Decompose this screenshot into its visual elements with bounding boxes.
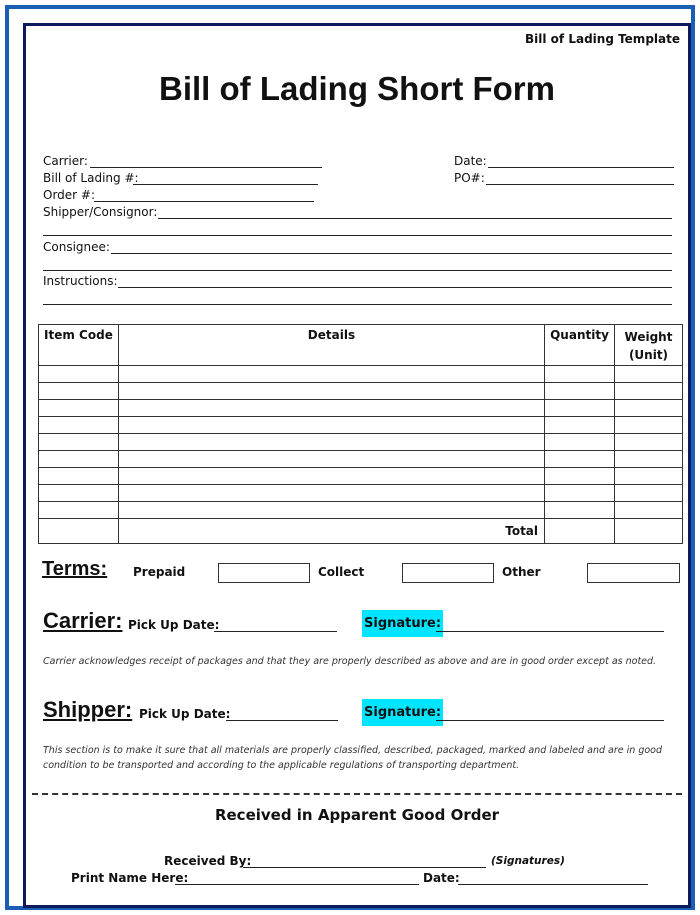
shipper-note-line2: condition to be transported and according to the applicable regulations of transporting department.	[43, 760, 520, 771]
shipper-signature-field[interactable]	[436, 720, 664, 721]
table-cell[interactable]	[118, 468, 544, 485]
table-cell[interactable]	[615, 468, 683, 485]
shipper-signature-label: Signature:	[362, 699, 443, 726]
received-by-field[interactable]	[243, 867, 486, 868]
template-label: Bill of Lading Template	[525, 32, 680, 46]
table-cell[interactable]	[545, 434, 615, 451]
table-cell[interactable]	[39, 485, 119, 502]
carrier-pickup-field[interactable]	[214, 631, 337, 632]
total-row	[39, 519, 683, 544]
table-cell[interactable]	[39, 383, 119, 400]
carrier-note: Carrier acknowledges receipt of packages and that they are properly described as above and are in good order except as noted.	[43, 656, 657, 667]
table-cell[interactable]	[39, 502, 119, 519]
table-cell[interactable]	[118, 400, 544, 417]
table-cell[interactable]	[39, 451, 119, 468]
table-cell[interactable]	[118, 366, 544, 383]
terms-collect-label: Collect	[318, 565, 365, 579]
table-cell[interactable]	[39, 400, 119, 417]
table-cell[interactable]	[615, 434, 683, 451]
table-cell[interactable]	[545, 468, 615, 485]
carrier-signature-label: Signature:	[362, 610, 443, 637]
form-title: Bill of Lading Short Form	[159, 70, 555, 107]
table-cell[interactable]	[615, 400, 683, 417]
shipper-note-line1: This section is to make it sure that all materials are properly classified, described, packaged, marked and labeled and are in good	[43, 745, 662, 756]
order-label: Order #:	[43, 188, 96, 202]
item-code-header: Item Code	[39, 325, 119, 366]
instructions-field-line2[interactable]	[43, 304, 672, 305]
total-weight-cell[interactable]	[615, 519, 683, 544]
table-row	[39, 366, 683, 383]
signatures-note: (Signatures)	[491, 855, 565, 867]
shipper-pickup-field[interactable]	[226, 720, 338, 721]
terms-other-box[interactable]	[587, 563, 680, 583]
terms-other-label: Other	[502, 565, 541, 579]
table-cell[interactable]	[615, 485, 683, 502]
terms-prepaid-box[interactable]	[218, 563, 310, 583]
table-cell[interactable]	[118, 417, 544, 434]
table-row	[39, 468, 683, 485]
carrier-label: Carrier:	[43, 154, 88, 168]
table-cell[interactable]	[118, 485, 544, 502]
table-cell[interactable]	[615, 417, 683, 434]
table-row	[39, 502, 683, 519]
table-cell[interactable]	[545, 366, 615, 383]
shipper-consignor-label: Shipper/Consignor:	[43, 205, 158, 219]
table-cell[interactable]	[615, 502, 683, 519]
date-label: Date:	[454, 154, 487, 168]
details-header: Details	[118, 325, 544, 366]
table-row	[39, 434, 683, 451]
po-field[interactable]	[486, 184, 674, 185]
po-label: PO#:	[454, 171, 485, 185]
consignee-field[interactable]	[111, 253, 672, 254]
form-sheet	[23, 23, 691, 908]
bill-of-lading-label: Bill of Lading #:	[43, 171, 139, 185]
carrier-heading: Carrier:	[43, 608, 123, 633]
quantity-header: Quantity	[545, 325, 615, 366]
table-cell[interactable]	[39, 434, 119, 451]
table-row	[39, 485, 683, 502]
items-table	[38, 324, 683, 544]
table-cell[interactable]	[545, 417, 615, 434]
table-row	[39, 417, 683, 434]
received-date-field[interactable]	[458, 884, 648, 885]
table-cell[interactable]	[545, 383, 615, 400]
shipper-heading: Shipper:	[43, 697, 133, 722]
total-quantity-cell[interactable]	[545, 519, 615, 544]
shipper-consignor-field[interactable]	[158, 218, 672, 219]
table-row	[39, 451, 683, 468]
print-name-label: Print Name Here:	[71, 871, 189, 885]
table-cell[interactable]	[615, 383, 683, 400]
bill-of-lading-field[interactable]	[133, 184, 318, 185]
received-date-label: Date:	[423, 871, 460, 885]
table-cell[interactable]	[118, 451, 544, 468]
cut-line-divider	[32, 793, 682, 795]
print-name-field[interactable]	[175, 884, 419, 885]
table-cell[interactable]	[615, 366, 683, 383]
table-cell[interactable]	[545, 400, 615, 417]
terms-heading: Terms:	[42, 558, 108, 580]
table-cell[interactable]	[118, 502, 544, 519]
table-cell[interactable]	[39, 417, 119, 434]
consignee-field-line2[interactable]	[43, 270, 672, 271]
carrier-pickup-label: Pick Up Date:	[128, 618, 220, 632]
table-cell[interactable]	[615, 451, 683, 468]
shipper-pickup-label: Pick Up Date:	[139, 707, 231, 721]
order-field[interactable]	[94, 201, 314, 202]
terms-prepaid-label: Prepaid	[133, 565, 186, 579]
received-by-label: Received By:	[164, 854, 252, 868]
table-row	[39, 400, 683, 417]
weight-header	[615, 325, 683, 366]
table-row	[39, 383, 683, 400]
received-heading: Received in Apparent Good Order	[214, 806, 500, 824]
instructions-label: Instructions:	[43, 274, 118, 288]
table-cell[interactable]	[118, 434, 544, 451]
weight-header-label: Weight (Unit)	[624, 330, 673, 362]
shipper-consignor-field-line2[interactable]	[43, 235, 672, 236]
table-cell[interactable]	[118, 383, 544, 400]
date-field[interactable]	[488, 167, 674, 168]
table-cell[interactable]	[545, 502, 615, 519]
terms-collect-box[interactable]	[402, 563, 494, 583]
table-header-row	[39, 325, 683, 366]
carrier-field[interactable]	[90, 167, 322, 168]
table-cell[interactable]	[39, 468, 119, 485]
table-cell[interactable]	[545, 485, 615, 502]
table-cell[interactable]	[39, 519, 119, 544]
total-label: Total	[118, 519, 544, 544]
instructions-field[interactable]	[118, 287, 672, 288]
table-cell[interactable]	[545, 451, 615, 468]
consignee-label: Consignee:	[43, 240, 110, 254]
outer-border	[5, 5, 695, 910]
table-cell[interactable]	[39, 366, 119, 383]
carrier-signature-field[interactable]	[436, 631, 664, 632]
